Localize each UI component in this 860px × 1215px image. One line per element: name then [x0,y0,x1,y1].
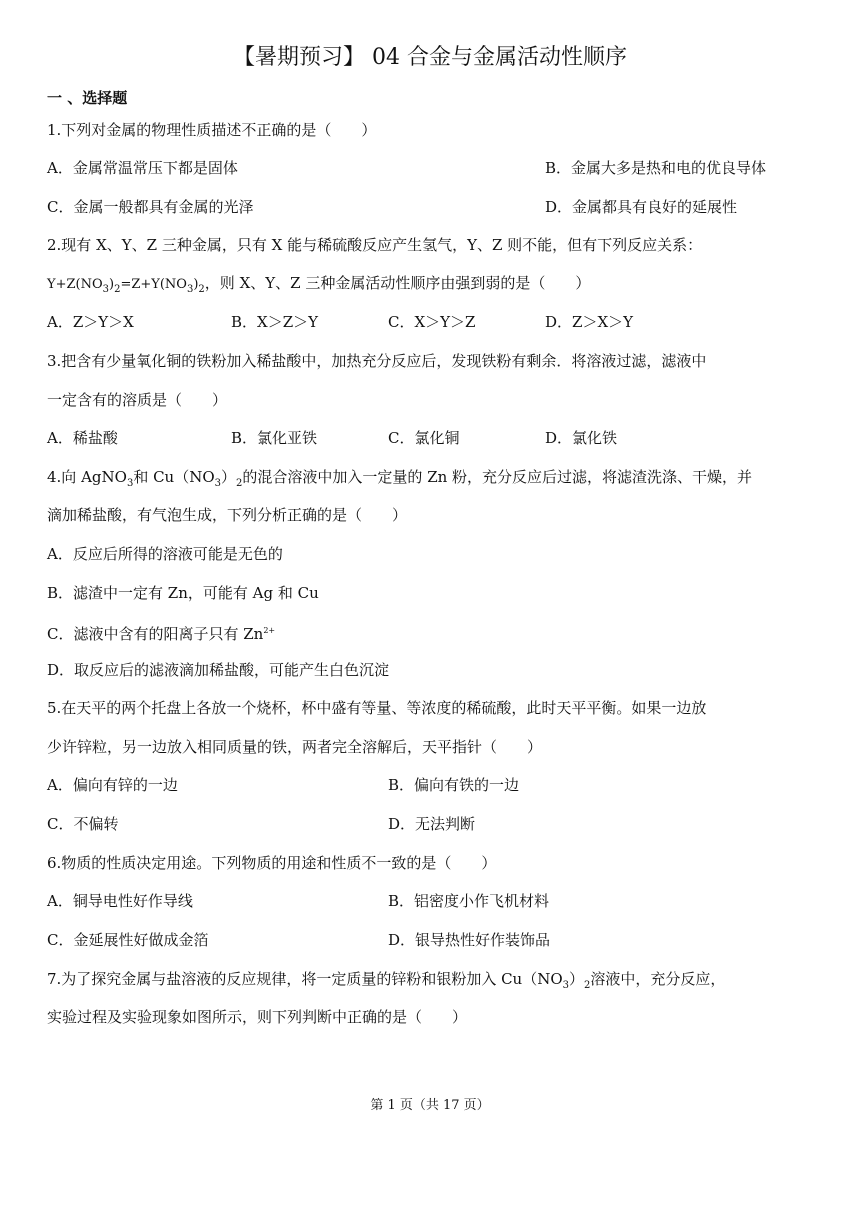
question-5-option-b: B．偏向有铁的一边 [388,776,520,794]
question-3-option-d: D．氯化铁 [545,429,618,447]
question-1-option-b: B．金属大多是热和电的优良导体 [545,159,767,177]
question-6-option-b: B．铝密度小作飞机材料 [388,892,550,910]
question-2-option-b: B．X＞Z＞Y [231,313,319,331]
question-3-stem-line-2: 一定含有的溶质是（ ） [47,391,228,409]
question-2-stem: 2.现有 X、Y、Z 三种金属，只有 X 能与稀硫酸反应产生氢气，Y、Z 则不能，但有下列反应关系： [47,236,703,254]
question-5-stem-line-1: 5.在天平的两个托盘上各放一个烧杯，杯中盛有等量、等浓度的稀硫酸，此时天平平衡。如果一边放 [47,699,707,717]
question-5-stem-line-2: 少许锌粒，另一边放入相同质量的铁，两者完全溶解后，天平指针（ ） [47,738,543,756]
question-3-option-a: A．稀盐酸 [47,429,118,447]
question-1-option-a: A．金属常温常压下都是固体 [47,159,238,177]
question-6-option-c: C．金延展性好做成金箔 [47,931,209,949]
question-2-option-d: D．Z＞X＞Y [545,313,634,331]
question-4-option-c: C．滤液中含有的阳离子只有 $Zn^{2+}$ [47,625,276,643]
question-6-stem: 6.物质的性质决定用途。下列物质的用途和性质不一致的是（ ） [47,854,497,872]
question-3-option-b: B．氯化亚铁 [231,429,318,447]
question-4-option-d: D．取反应后的滤液滴加稀盐酸，可能产生白色沉淀 [47,661,390,679]
question-1-option-c: C．金属一般都具有金属的光泽 [47,198,254,216]
question-4-option-a: A．反应后所得的溶液可能是无色的 [47,545,283,563]
question-5-option-d: D．无法判断 [388,815,476,833]
question-3-stem-line-1: 3.把含有少量氧化铜的铁粉加入稀盐酸中，加热充分反应后，发现铁粉有剩余．将溶液过滤，滤液中 [47,352,707,370]
question-4-stem-line-1: 4.向 AgNO$_3$和 $Cu(NO_3)_2$的混合溶液中加入一定量的 Zn 粉，充分反应后过滤，将滤渣洗涤、干燥，并 [47,468,753,489]
question-2-equation: $Y+Z(NO_3)_2=Z+Y(NO_3)_2$，则 X、Y、Z 三种金属活动性顺序由强到弱的是（ ） [47,274,591,295]
question-7-stem-line-1: 7.为了探究金属与盐溶液的反应规律，将一定质量的锌粉和银粉加入 $Cu(NO_3)_2$溶液中，充分反应， [47,970,726,991]
question-1-stem: 1.下列对金属的物理性质描述不正确的是（ ） [47,121,377,139]
question-7-stem-line-2: 实验过程及实验现象如图所示，则下列判断中正确的是（ ） [47,1008,468,1026]
question-5-option-c: C．不偏转 [47,815,119,833]
question-6-option-a: A．铜导电性好作导线 [47,892,193,910]
section-heading: 一 、选择题 [47,89,128,107]
page-title: 【暑期预习】 04 合金与金属活动性顺序 [233,45,627,70]
question-6-option-d: D．银导热性好作装饰品 [388,931,551,949]
question-5-option-a: A．偏向有锌的一边 [47,776,178,794]
question-2-option-c: C．X＞Y＞Z [388,313,476,331]
question-4-option-b: B．滤渣中一定有 Zn，可能有 Ag 和 Cu [47,584,319,602]
question-1-option-d: D．金属都具有良好的延展性 [545,198,738,216]
question-2-option-a: A．Z＞Y＞X [47,313,134,331]
page-footer: 第 1 页（共 17 页） [370,1098,490,1113]
question-3-option-c: C．氯化铜 [388,429,460,447]
question-4-stem-line-2: 滴加稀盐酸，有气泡生成，下列分析正确的是（ ） [47,506,408,524]
